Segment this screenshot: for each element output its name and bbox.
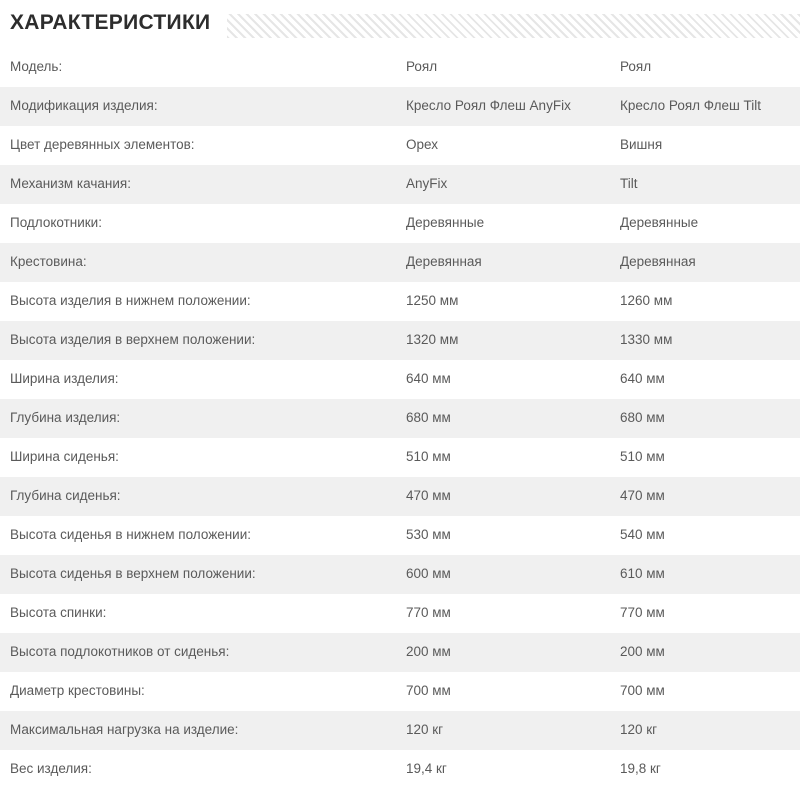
spec-label-text: Ширина сиденья: xyxy=(10,449,119,465)
spec-label-cell xyxy=(0,633,404,672)
spec-value-cell-variant-2 xyxy=(620,516,800,555)
spec-label-text: Высота подлокотников от сиденья: xyxy=(10,644,230,660)
specifications-header xyxy=(0,0,800,48)
spec-label-text: Модель: xyxy=(10,59,63,75)
spec-value-cell-variant-2 xyxy=(620,555,800,594)
spec-label-cell xyxy=(0,711,404,750)
spec-value-text: 19,8 кг xyxy=(620,761,661,777)
spec-value-text: AnyFix xyxy=(406,176,448,192)
spec-label-text: Вес изделия: xyxy=(10,761,92,777)
spec-label-cell xyxy=(0,165,404,204)
spec-value-text: Кресло Роял Флеш AnyFix xyxy=(406,98,571,114)
table-row xyxy=(0,399,800,438)
spec-value-cell-variant-2 xyxy=(620,321,800,360)
table-row xyxy=(0,321,800,360)
spec-value-cell-variant-1 xyxy=(404,87,620,126)
spec-value-cell-variant-1 xyxy=(404,633,620,672)
spec-value-cell-variant-1 xyxy=(404,165,620,204)
spec-value-text: Деревянные xyxy=(620,215,699,231)
table-row xyxy=(0,165,800,204)
spec-label-text: Цвет деревянных элементов: xyxy=(10,137,195,153)
spec-label-text: Подлокотники: xyxy=(10,215,102,231)
spec-label-text: Диаметр крестовины: xyxy=(10,683,145,699)
spec-value-cell-variant-1 xyxy=(404,126,620,165)
table-row xyxy=(0,282,800,321)
spec-value-cell-variant-1 xyxy=(404,321,620,360)
spec-value-text: 19,4 кг xyxy=(406,761,447,777)
specifications-table-body xyxy=(0,48,800,789)
spec-value-text: 700 мм xyxy=(620,683,665,699)
spec-value-text: 600 мм xyxy=(406,566,451,582)
spec-value-cell-variant-1 xyxy=(404,48,620,87)
spec-value-text: 540 мм xyxy=(620,527,665,543)
spec-value-text: 530 мм xyxy=(406,527,451,543)
spec-value-text: 470 мм xyxy=(620,488,665,504)
spec-label-cell xyxy=(0,243,404,282)
spec-value-text: 640 мм xyxy=(620,371,665,387)
table-row xyxy=(0,204,800,243)
spec-label-cell xyxy=(0,48,404,87)
spec-value-text: 200 мм xyxy=(620,644,665,660)
spec-label-cell xyxy=(0,438,404,477)
spec-value-text: Орех xyxy=(406,137,438,153)
spec-label-text: Ширина изделия: xyxy=(10,371,119,387)
spec-value-cell-variant-2 xyxy=(620,282,800,321)
spec-value-cell-variant-1 xyxy=(404,555,620,594)
spec-value-cell-variant-2 xyxy=(620,87,800,126)
spec-value-text: 640 мм xyxy=(406,371,451,387)
table-row xyxy=(0,516,800,555)
spec-value-cell-variant-2 xyxy=(620,672,800,711)
spec-value-cell-variant-1 xyxy=(404,711,620,750)
table-row xyxy=(0,711,800,750)
spec-value-cell-variant-2 xyxy=(620,165,800,204)
spec-value-cell-variant-2 xyxy=(620,48,800,87)
spec-label-text: Глубина изделия: xyxy=(10,410,121,426)
spec-label-cell xyxy=(0,594,404,633)
spec-value-text: 1250 мм xyxy=(406,293,459,309)
spec-label-cell xyxy=(0,282,404,321)
spec-label-text: Модификация изделия: xyxy=(10,98,158,114)
spec-label-cell xyxy=(0,750,404,789)
spec-label-text: Высота спинки: xyxy=(10,605,107,621)
spec-value-cell-variant-2 xyxy=(620,477,800,516)
spec-value-cell-variant-2 xyxy=(620,399,800,438)
spec-label-text: Высота изделия в нижнем положении: xyxy=(10,293,251,309)
specifications-table xyxy=(0,48,800,789)
table-row xyxy=(0,633,800,672)
spec-value-cell-variant-1 xyxy=(404,399,620,438)
spec-value-cell-variant-2 xyxy=(620,711,800,750)
spec-value-text: Роял xyxy=(406,59,438,75)
spec-label-cell xyxy=(0,126,404,165)
spec-value-cell-variant-1 xyxy=(404,360,620,399)
spec-value-cell-variant-1 xyxy=(404,477,620,516)
spec-value-cell-variant-1 xyxy=(404,594,620,633)
spec-value-text: Деревянная xyxy=(406,254,482,270)
spec-value-text: 200 мм xyxy=(406,644,451,660)
table-row xyxy=(0,87,800,126)
spec-label-cell xyxy=(0,87,404,126)
table-row xyxy=(0,594,800,633)
spec-value-cell-variant-2 xyxy=(620,243,800,282)
spec-value-cell-variant-1 xyxy=(404,750,620,789)
spec-value-text: Деревянная xyxy=(620,254,696,270)
table-row xyxy=(0,750,800,789)
spec-value-text: 680 мм xyxy=(406,410,451,426)
spec-value-text: 470 мм xyxy=(406,488,451,504)
spec-label-cell xyxy=(0,477,404,516)
spec-value-text: 120 кг xyxy=(406,722,444,738)
spec-label-cell xyxy=(0,204,404,243)
spec-label-text: Глубина сиденья: xyxy=(10,488,121,504)
spec-value-cell-variant-1 xyxy=(404,243,620,282)
spec-value-text: 770 мм xyxy=(620,605,665,621)
spec-value-cell-variant-2 xyxy=(620,750,800,789)
table-row xyxy=(0,243,800,282)
spec-value-cell-variant-2 xyxy=(620,438,800,477)
spec-label-cell xyxy=(0,399,404,438)
spec-value-cell-variant-1 xyxy=(404,282,620,321)
spec-value-cell-variant-1 xyxy=(404,516,620,555)
spec-value-cell-variant-1 xyxy=(404,204,620,243)
table-row xyxy=(0,477,800,516)
spec-value-text: 510 мм xyxy=(406,449,451,465)
spec-label-text: Механизм качания: xyxy=(10,176,131,192)
spec-value-text: 1260 мм xyxy=(620,293,673,309)
table-row xyxy=(0,438,800,477)
spec-value-text: 610 мм xyxy=(620,566,665,582)
spec-value-text: 510 мм xyxy=(620,449,665,465)
spec-value-text: Роял xyxy=(620,59,652,75)
spec-value-text: 700 мм xyxy=(406,683,451,699)
spec-value-text: 1320 мм xyxy=(406,332,459,348)
spec-label-text: Высота сиденья в верхнем положении: xyxy=(10,566,256,582)
spec-label-text: Максимальная нагрузка на изделие: xyxy=(10,722,239,738)
spec-value-text: Вишня xyxy=(620,137,663,153)
spec-value-text: 680 мм xyxy=(620,410,665,426)
spec-value-text: 770 мм xyxy=(406,605,451,621)
spec-label-text: Высота сиденья в нижнем положении: xyxy=(10,527,252,543)
spec-value-cell-variant-2 xyxy=(620,594,800,633)
spec-value-text: 1330 мм xyxy=(620,332,673,348)
spec-label-cell xyxy=(0,360,404,399)
spec-label-cell xyxy=(0,516,404,555)
spec-label-text: Крестовина: xyxy=(10,254,87,270)
table-row xyxy=(0,672,800,711)
spec-value-text: Деревянные xyxy=(406,215,485,231)
hatch-pattern-decoration xyxy=(227,14,800,38)
spec-label-cell xyxy=(0,555,404,594)
spec-label-cell xyxy=(0,321,404,360)
spec-label-cell xyxy=(0,672,404,711)
spec-value-cell-variant-2 xyxy=(620,633,800,672)
page-title: ХАРАКТЕРИСТИКИ xyxy=(10,11,211,34)
table-row xyxy=(0,360,800,399)
spec-value-text: Кресло Роял Флеш Tilt xyxy=(620,98,762,114)
spec-value-cell-variant-1 xyxy=(404,438,620,477)
spec-value-cell-variant-2 xyxy=(620,204,800,243)
spec-value-text: Tilt xyxy=(620,176,638,192)
table-row xyxy=(0,126,800,165)
spec-value-text: 120 кг xyxy=(620,722,658,738)
spec-label-text: Высота изделия в верхнем положении: xyxy=(10,332,256,348)
spec-value-cell-variant-2 xyxy=(620,360,800,399)
spec-value-cell-variant-1 xyxy=(404,672,620,711)
table-row xyxy=(0,48,800,87)
table-row xyxy=(0,555,800,594)
spec-value-cell-variant-2 xyxy=(620,126,800,165)
